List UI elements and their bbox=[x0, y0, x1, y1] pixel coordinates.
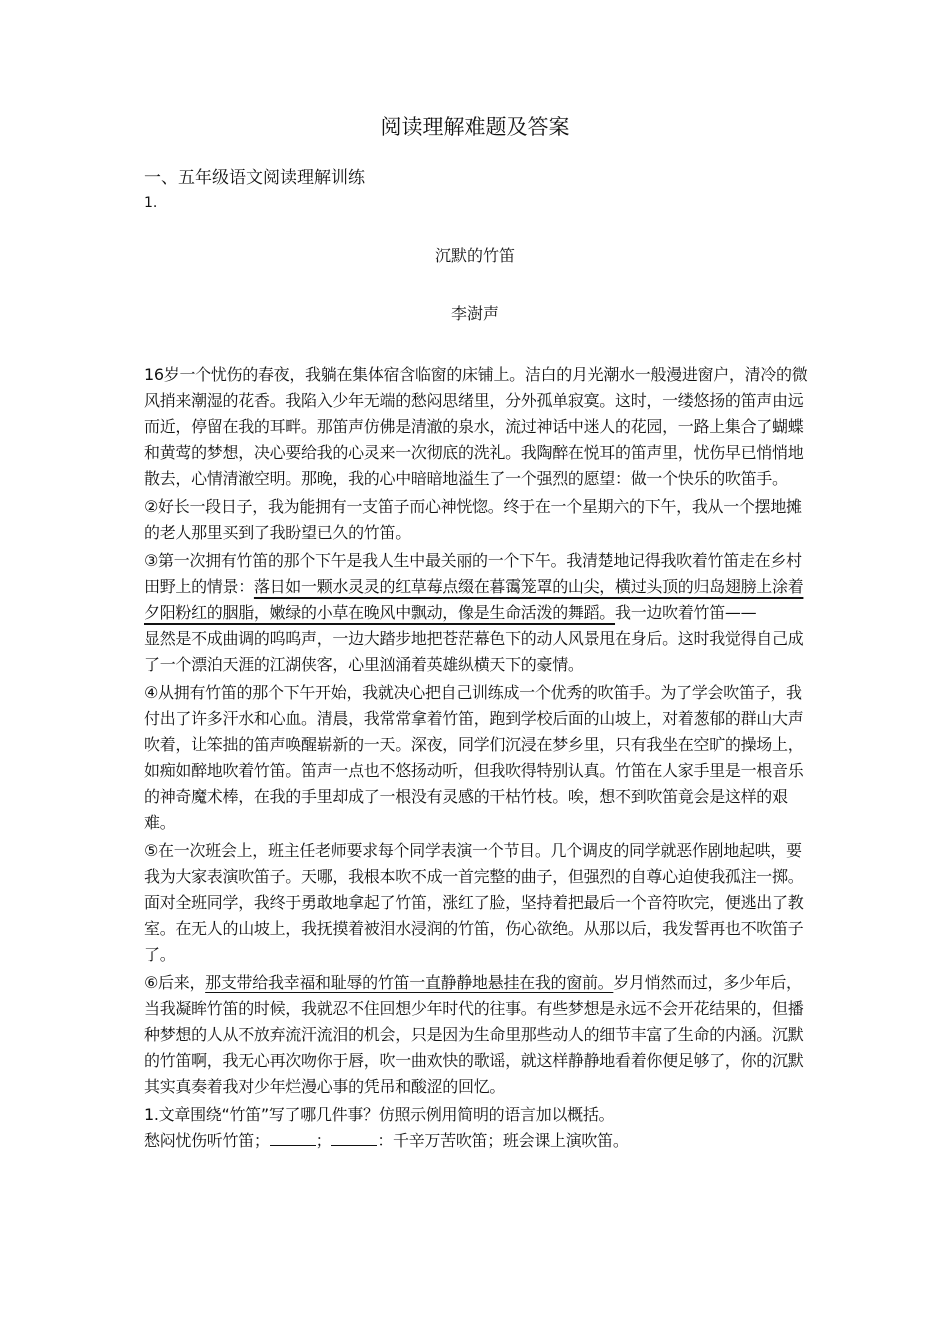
paragraph-6-lead: ⑥后来， bbox=[144, 973, 206, 992]
paragraph-3-continued: 显然是不成曲调的呜呜声，一边大踏步地把苍茫幕色下的动人风景甩在身后。这时我觉得自己成了一个漂泊天涯的江湖侠客，心里汹涌着英雄纵横天下的豪情。 bbox=[144, 629, 804, 674]
underlined-scenery-sentence: 落日如一颗水灵灵的红草莓点缀在暮霭笼罩的山尖，横过头顶的归岛翅膀上涂着夕阳粉红的胭脂，嫩绿的小草在晚风中飘动，像是生命活泼的舞蹈。 bbox=[144, 577, 804, 622]
paragraph-3-tail: 我一边吹着竹笛—— bbox=[615, 603, 757, 622]
answer-blank-2[interactable] bbox=[331, 1129, 377, 1146]
story-author: 李澍声 bbox=[450, 304, 499, 323]
story-body bbox=[144, 362, 810, 1156]
paragraph-1: 16岁一个忧伤的春夜，我躺在集体宿含临窗的床铺上。洁白的月光潮水一般漫进窗户，清冷的微风捎来潮湿的花香。我陷入少年无端的愁闷思绪里，分外孤单寂寞。这时，一缕悠扬的笛声由远而近，停留在我的耳畔。那笛声仿佛是清澈的泉水，流过神话中迷人的花园，一路上集合了蝴蝶和黄莺的梦想，决心要给我的心灵来一次彻底的洗礼。我陶醉在悦耳的笛声里，忧伤早已悄悄地散去，心情清澈空明。那晚，我的心中暗暗地溢生了一个强烈的愿望：做一个快乐的吹笛手。 bbox=[144, 365, 808, 488]
paragraph-3-lead: ③第一次拥有竹笛的那个下午是我人生中最关丽的一个下午。我清楚地记得我吹着竹笛走在乡村田野上的情景： bbox=[144, 551, 802, 596]
paragraph-3 bbox=[144, 548, 810, 626]
answer-part-2: ：千辛万苦吹笛；班会课上演吹笛。 bbox=[377, 1131, 629, 1150]
section-heading: 一、五年级语文阅读理解训练 bbox=[144, 168, 365, 188]
paragraph-6-tail: 岁月悄然而过，多少年后，当我凝眸竹笛的时候，我就忍不住回想少年时代的往事。有些梦想是永远不会开花结果的，但播种梦想的人从不放弃流汗流泪的机会，只是因为生命里那些动人的细节丰富了生命的内涵。沉默的竹笛啊，我无心再次吻你于唇，吹一曲欢快的歌谣，就这样静静地看着你便足够了，你的沉默其实真奏着我对少年烂漫心事的凭吊和酸涩的回忆。 bbox=[144, 973, 804, 1096]
paragraph-5: ⑤在一次班会上，班主任老师要求每个同学表演一个节目。几个调皮的同学就恶作剧地起哄，要我为大家表演吹笛子。天哪，我根本吹不成一首完整的曲子，但强烈的自尊心迫使我孤注一掷。面对全班同学，我终于勇敢地拿起了竹笛，涨红了脸，坚持着把最后一个音符吹完，便逃出了教室。在无人的山坡上，我抚摸着被泪水浸润的竹笛，伤心欲绝。从那以后，我发誓再也不吹笛子了。 bbox=[144, 841, 804, 964]
answer-part-1: 愁闷忧伤听竹笛； bbox=[144, 1131, 270, 1150]
paragraph-4: ④从拥有竹笛的那个下午开始，我就决心把自己训练成一个优秀的吹笛手。为了学会吹笛子，我付出了许多汗水和心血。清晨，我常常拿着竹笛，跑到学校后面的山坡上，对着葱郁的群山大声吹着，让笨拙的笛声唤醒崭新的一天。深夜，同学们沉浸在梦乡里，只有我坐在空旷的操场上，如痴如醉地吹着竹笛。笛声一点也不悠扬动听，但我吹得特别认真。竹笛在人家手里是一根音乐的神奇魔术棒，在我的手里却成了一根没有灵感的干枯竹枝。唉，想不到吹笛竟会是这样的艰难。 bbox=[144, 683, 804, 832]
underlined-flute-sentence: 那支带给我幸福和耻辱的竹笛一直静静地悬挂在我的窗前。 bbox=[205, 973, 614, 992]
paragraph-2: ②好长一段日子，我为能拥有一支笛子而心神恍惚。终于在一个星期六的下午，我从一个摆地摊的老人那里买到了我盼望已久的竹笛。 bbox=[144, 497, 802, 542]
story-title: 沉默的竹笛 bbox=[434, 246, 515, 265]
document-title: 阅读理解难题及答案 bbox=[380, 115, 570, 139]
question-number: 1. bbox=[144, 195, 158, 211]
question-1-prompt: 1.文章围绕“竹笛”写了哪几件事？仿照示例用简明的语言加以概括。 bbox=[144, 1105, 615, 1124]
paragraph-6 bbox=[144, 970, 810, 1100]
question-1-answer-line bbox=[144, 1128, 810, 1154]
answer-separator: ； bbox=[315, 1131, 332, 1150]
answer-blank-1[interactable] bbox=[270, 1129, 316, 1146]
